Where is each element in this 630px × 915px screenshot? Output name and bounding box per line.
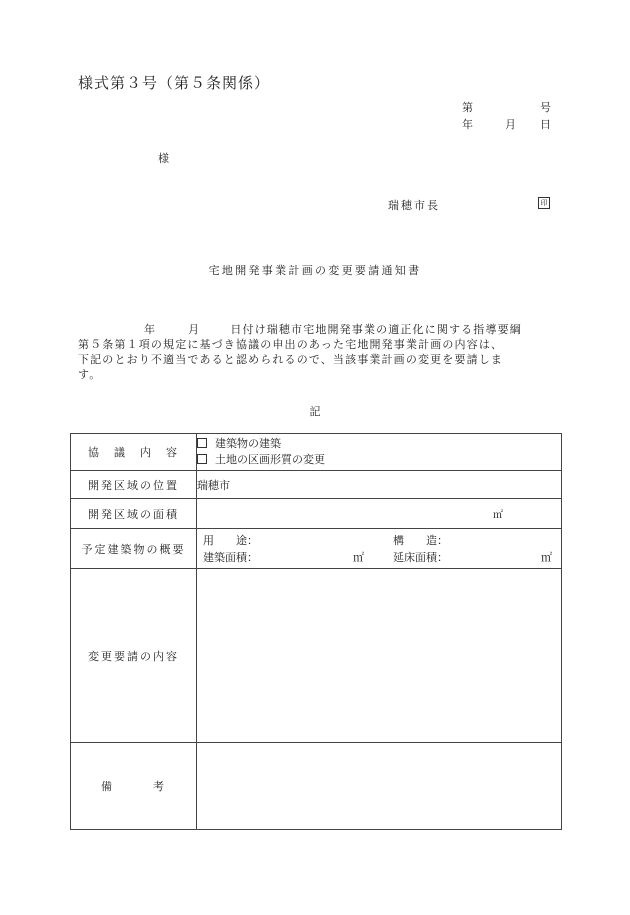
- kyogi-option-building: 建築物の建築: [215, 437, 281, 450]
- gaiyo-enyuka: 延床面積：: [393, 551, 448, 564]
- kyogi-label: 協 議 内 容: [71, 434, 197, 471]
- gaiyo-label: 予定建築物の概要: [71, 529, 197, 569]
- table-row-biko: [71, 743, 562, 830]
- checkbox-building[interactable]: [197, 438, 207, 448]
- ki-heading: 記: [309, 405, 321, 418]
- menseki-field[interactable]: [197, 499, 562, 529]
- body-month-label: 月: [188, 323, 201, 336]
- body-line-2: 第５条第１項の規定に基づき協議の申出のあった宅地開発事業計画の内容は、: [78, 338, 504, 351]
- details-table: [70, 433, 562, 830]
- date-year-label: 年: [462, 118, 473, 131]
- gaiyo-field[interactable]: [197, 529, 562, 569]
- body-year-label: 年: [144, 323, 157, 336]
- body-line-4: す。: [78, 368, 102, 381]
- document-title: 宅地開発事業計画の変更要請通知書: [208, 264, 422, 277]
- menseki-label: 開発区域の面積: [71, 499, 197, 529]
- date-day-label: 日: [540, 118, 551, 131]
- body-line-1: [78, 322, 552, 337]
- body-text: [78, 322, 552, 382]
- number-suffix: 号: [540, 101, 551, 114]
- gaiyo-kozo: 構 造：: [393, 534, 448, 547]
- body-line-1-rest: 日付け瑞穂市宅地開発事業の適正化に関する指導要綱: [230, 323, 522, 336]
- checkbox-land[interactable]: [197, 454, 207, 464]
- biko-field[interactable]: [197, 743, 562, 830]
- number-prefix: 第: [462, 101, 473, 114]
- naiyo-field[interactable]: [197, 569, 562, 743]
- gaiyo-yoto: 用 途：: [203, 534, 258, 547]
- form-number: 様式第３号（第５条関係）: [78, 74, 271, 92]
- biko-label: 備 考: [71, 743, 197, 830]
- kyogi-option-land: 土地の区画形質の変更: [215, 453, 325, 466]
- ichi-label: 開発区域の位置: [71, 471, 197, 499]
- ichi-value[interactable]: 瑞穂市: [197, 471, 562, 499]
- kyogi-options: [197, 434, 562, 471]
- addressee-honorific: 様: [158, 152, 169, 165]
- gaiyo-kenchiku: 建築面積：: [203, 551, 258, 564]
- table-row-menseki: [71, 499, 562, 529]
- table-row-ichi: [71, 471, 562, 499]
- menseki-unit: ㎡: [493, 510, 503, 521]
- gaiyo-unit-2: ㎡: [541, 551, 552, 564]
- table-row-naiyo: [71, 569, 562, 743]
- issuer-name: 瑞穂市長: [388, 199, 440, 212]
- date-month-label: 月: [505, 118, 516, 131]
- gaiyo-unit-1: ㎡: [353, 551, 364, 564]
- table-row-kyogi: [71, 434, 562, 471]
- naiyo-label: 変更要請の内容: [71, 569, 197, 743]
- table-row-gaiyo: [71, 529, 562, 569]
- seal-mark: 印: [538, 197, 550, 209]
- body-line-3: 下記のとおり不適当であると認められるので、当該事業計画の変更を要請しま: [78, 353, 504, 366]
